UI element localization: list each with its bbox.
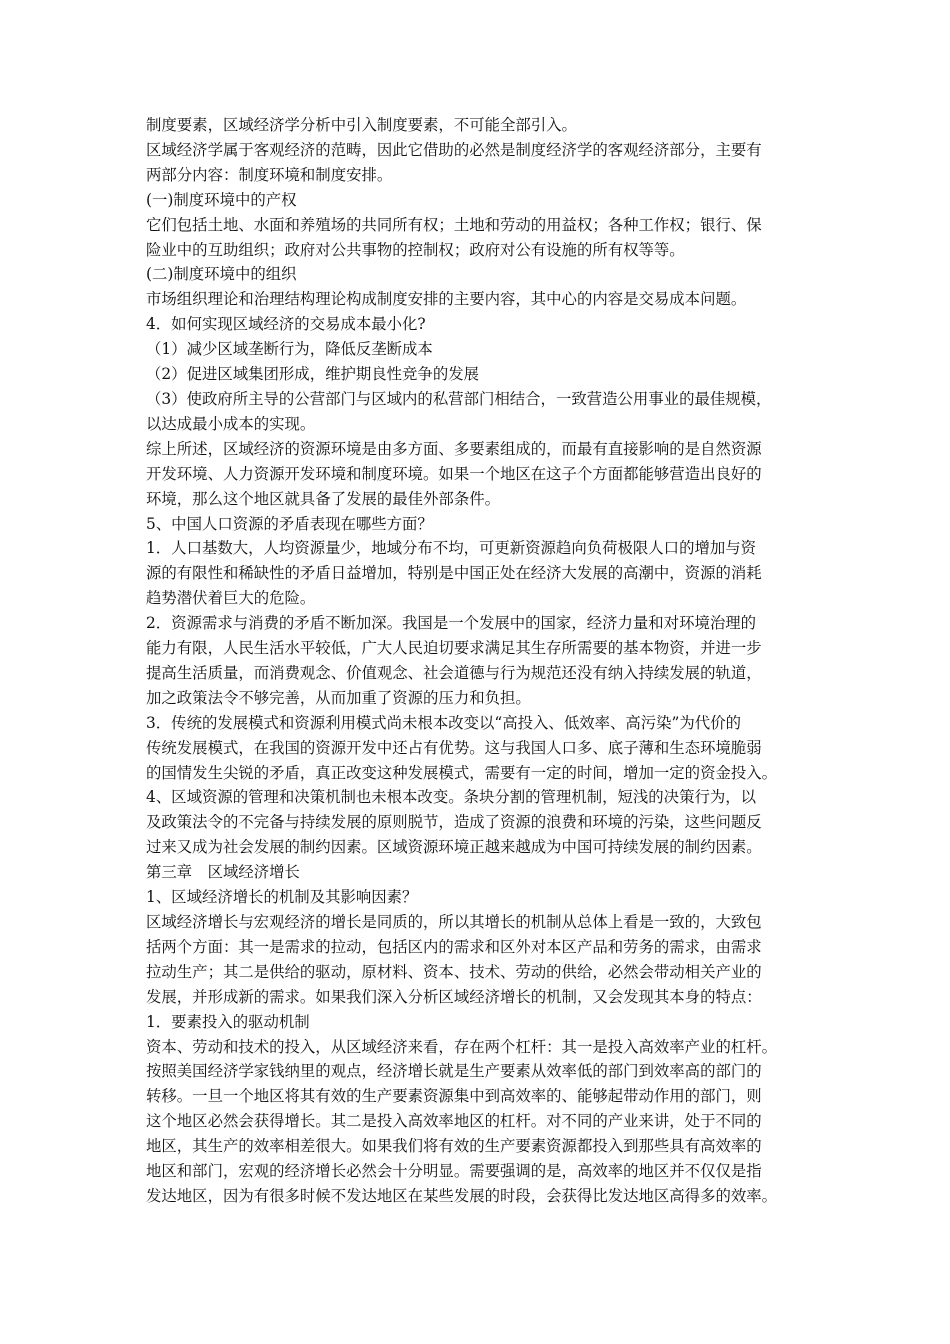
text-line: 趋势潜伏着巨大的危险。 xyxy=(146,589,316,608)
text-line: 地区，其生产的效率相差很大。如果我们将有效的生产要素资源都投入到那些具有高效率的 xyxy=(146,1137,762,1156)
text-line: 险业中的互助组织；政府对公共事物的控制权；政府对公有设施的所有权等等。 xyxy=(146,240,685,259)
text-line: 能力有限，人民生活水平较低，广大人民迫切要求满足其生存所需要的基本物资，并进一步 xyxy=(146,639,762,658)
text-line: 环境，那么这个地区就具备了发展的最佳外部条件。 xyxy=(146,489,500,508)
text-line: 拉动生产；其二是供给的驱动，原材料、资本、技术、劳动的供给，必然会带动相关产业的 xyxy=(146,962,762,981)
question-heading: 1、区域经济增长的机制及其影响因素？ xyxy=(146,888,418,907)
text-line: 开发环境、人力资源开发环境和制度环境。如果一个地区在这子个方面都能够营造出良好的 xyxy=(146,464,762,483)
text-line: 市场组织理论和治理结构理论构成制度安排的主要内容，其中心的内容是交易成本问题。 xyxy=(146,290,747,309)
text-line: 以达成最小成本的实现。 xyxy=(146,414,316,433)
text-line: 提高生活质量，而消费观念、价值观念、社会道德与行为规范还没有纳入持续发展的轨道， xyxy=(146,663,762,682)
text-line: 转移。一旦一个地区将其有效的生产要素资源集中到高效率的、能够起带动作用的部门，则 xyxy=(146,1087,762,1106)
chapter-heading: 第三章 区域经济增长 xyxy=(146,863,300,882)
section-heading: (二)制度环境中的组织 xyxy=(146,265,297,284)
text-line: 两部分内容：制度环境和制度安排。 xyxy=(146,165,393,184)
text-line: 区域经济学属于客观经济的范畴，因此它借助的必然是制度经济学的客观经济部分，主要有 xyxy=(146,140,762,159)
list-item: 3．传统的发展模式和资源利用模式尚未根本改变以“高投入、低效率、高污染”为代价的 xyxy=(146,713,741,732)
text-line: 发展，并形成新的需求。如果我们深入分析区域经济增长的机制，又会发现其本身的特点： xyxy=(146,987,762,1006)
list-item: （3）使政府所主导的公营部门与区域内的私营部门相结合，一致营造公用事业的最佳规模， xyxy=(146,389,772,408)
text-line: 加之政策法令不够完善，从而加重了资源的压力和负担。 xyxy=(146,688,531,707)
text-line: 地区和部门，宏观的经济增长必然会十分明显。需要强调的是，高效率的地区并不仅仅是指 xyxy=(146,1162,762,1181)
question-heading: 5、中国人口资源的矛盾表现在哪些方面？ xyxy=(146,514,433,533)
list-item: （1）减少区域垄断行为，降低反垄断成本 xyxy=(146,340,433,359)
text-line: 区域经济增长与宏观经济的增长是同质的，所以其增长的机制从总体上看是一致的，大致包 xyxy=(146,913,762,931)
text-line: 过来又成为社会发展的制约因素。区域资源环境正越来越成为中国可持续发展的制约因素。 xyxy=(146,838,762,857)
list-item: 1．人口基数大，人均资源量少，地域分布不均，可更新资源趋向负荷极限人口的增加与资 xyxy=(146,539,757,558)
text-line: 源的有限性和稀缺性的矛盾日益增加，特别是中国正处在经济大发展的高潮中，资源的消耗 xyxy=(146,564,762,583)
text-line: 综上所述，区域经济的资源环境是由多方面、多要素组成的，而最有直接影响的是自然资源 xyxy=(146,439,762,458)
document-page xyxy=(146,113,810,1209)
question-heading: 4．如何实现区域经济的交易成本最小化? xyxy=(146,315,426,334)
section-heading: (一)制度环境中的产权 xyxy=(146,190,297,209)
list-item: （2）促进区域集团形成，维护期良性竞争的发展 xyxy=(146,365,479,384)
text-line: 资本、劳动和技术的投入，从区域经济来看，存在两个杠杆：其一是投入高效率产业的杠杆。 xyxy=(146,1037,778,1056)
text-line: 传统发展模式，在我国的资源开发中还占有优势。这与我国人口多、底子薄和生态环境脆弱 xyxy=(146,738,762,757)
text-line: 这个地区必然会获得增长。其二是投入高效率地区的杠杆。对不同的产业来讲，处于不同的 xyxy=(146,1112,762,1131)
text-line: 发达地区，因为有很多时候不发达地区在某些发展的时段，会获得比发达地区高得多的效率。 xyxy=(146,1186,778,1205)
text-line: 括两个方面：其一是需求的拉动，包括区内的需求和区外对本区产品和劳务的需求，由需求 xyxy=(146,937,762,956)
list-item: 2．资源需求与消费的矛盾不断加深。我国是一个发展中的国家，经济力量和对环境治理的 xyxy=(146,614,757,633)
text-line: 按照美国经济学家钱纳里的观点，经济增长就是生产要素从效率低的部门到效率高的部门的 xyxy=(146,1062,762,1081)
text-line: 它们包括土地、水面和养殖场的共同所有权；土地和劳动的用益权；各种工作权；银行、保 xyxy=(146,215,762,234)
subsection-heading: 1．要素投入的驱动机制 xyxy=(146,1012,310,1031)
text-line: 的国情发生尖锐的矛盾，真正改变这种发展模式，需要有一定的时间，增加一定的资金投入。 xyxy=(146,763,778,782)
text-line: 制度要素，区域经济学分析中引入制度要素，不可能全部引入。 xyxy=(146,116,577,134)
list-item: 4、区域资源的管理和决策机制也未根本改变。条块分割的管理机制，短浅的决策行为，以 xyxy=(146,788,757,807)
text-line: 及政策法令的不完备与持续发展的原则脱节，造成了资源的浪费和环境的污染，这些问题反 xyxy=(146,813,762,832)
